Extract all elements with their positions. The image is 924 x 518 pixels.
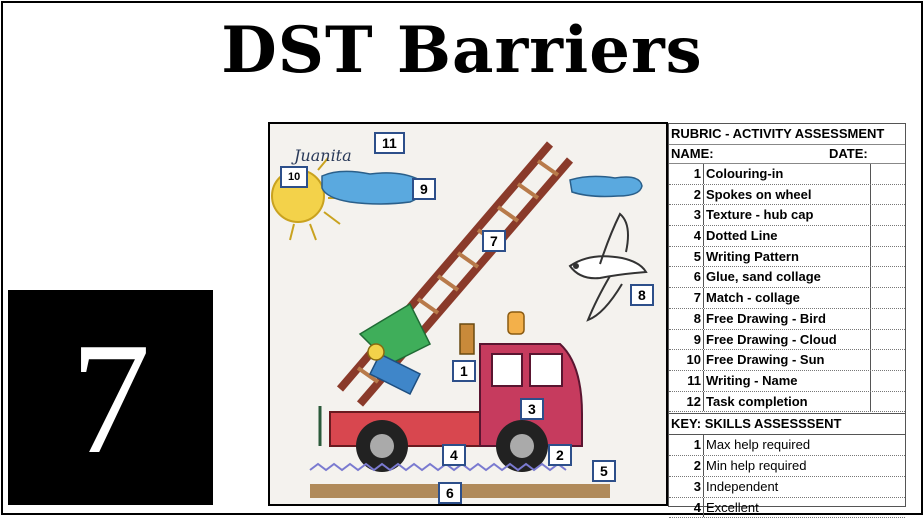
- rubric-row: [669, 371, 905, 392]
- key-row-number: 2: [669, 456, 704, 476]
- rubric-score-cell: [871, 330, 905, 350]
- key-row: [669, 477, 905, 498]
- rubric-score-cell: [871, 164, 905, 184]
- rubric-row-number: 8: [669, 309, 704, 329]
- rubric-row-text: Colouring-in: [704, 164, 871, 184]
- rubric-row: [669, 288, 905, 309]
- key-row: [669, 435, 905, 456]
- label-4: 4: [442, 444, 466, 466]
- rubric-row: [669, 350, 905, 371]
- rubric-score-cell: [871, 371, 905, 391]
- rubric-row: [669, 392, 905, 413]
- name-label: NAME:: [671, 146, 714, 161]
- rubric-row-number: 6: [669, 267, 704, 287]
- label-7: 7: [482, 230, 506, 252]
- rubric-row-number: 7: [669, 288, 704, 308]
- rubric-row-number: 9: [669, 330, 704, 350]
- cloud-right-icon: [570, 176, 642, 196]
- rubric-row-text: Free Drawing - Cloud: [704, 330, 871, 350]
- label-5: 5: [592, 460, 616, 482]
- rubric-row: [669, 185, 905, 206]
- rubric-header: RUBRIC - ACTIVITY ASSESSMENT: [669, 124, 905, 145]
- label-3: 3: [520, 398, 544, 420]
- rubric-row-text: Free Drawing - Sun: [704, 350, 871, 370]
- rubric-score-cell: [871, 267, 905, 287]
- rubric-row-number: 2: [669, 185, 704, 205]
- rubric-row: [669, 267, 905, 288]
- rubric-row: [669, 330, 905, 351]
- truck-body: [320, 312, 582, 446]
- rubric-row: [669, 164, 905, 185]
- rubric-row-text: Match - collage: [704, 288, 871, 308]
- label-6: 6: [438, 482, 462, 504]
- rubric-row-number: 3: [669, 205, 704, 225]
- date-label: DATE:: [829, 146, 868, 161]
- key-row-text: Excellent: [706, 499, 759, 515]
- rubric-row-text: Writing - Name: [704, 371, 871, 391]
- key-row-text: Independent: [706, 478, 779, 494]
- rubric-row-number: 11: [669, 371, 704, 391]
- label-8: 8: [630, 284, 654, 306]
- rubric-score-cell: [871, 350, 905, 370]
- rubric-score-cell: [871, 288, 905, 308]
- rubric-score-cell: [871, 226, 905, 246]
- rubric-row-text: Free Drawing - Bird: [704, 309, 871, 329]
- key-row: [669, 498, 905, 518]
- rubric-row: [669, 309, 905, 330]
- rubric-score-cell: [871, 392, 905, 412]
- rubric-row-number: 5: [669, 247, 704, 267]
- rubric-row: [669, 226, 905, 247]
- key-row-text: Min help required: [706, 458, 807, 474]
- drawing-art: [270, 124, 666, 504]
- key-row-number: 3: [669, 477, 704, 497]
- rubric-row-number: 10: [669, 350, 704, 370]
- key-row: [669, 456, 905, 477]
- rubric-table: [668, 123, 906, 515]
- key-row-number: 1: [669, 435, 704, 455]
- rubric-row-text: Texture - hub cap: [704, 205, 871, 225]
- rubric-row-text: Task completion: [704, 392, 871, 412]
- key-header: KEY: SKILLS ASSESSSENT: [669, 413, 905, 435]
- rubric-score-cell: [871, 309, 905, 329]
- rubric-score-cell: [871, 185, 905, 205]
- label-1: 1: [452, 360, 476, 382]
- rubric-row: [669, 205, 905, 226]
- label-11: 11: [374, 132, 405, 154]
- rubric-row-text: Writing Pattern: [704, 247, 871, 267]
- slide-number: 7: [70, 308, 151, 487]
- label-10: 10: [280, 166, 308, 188]
- label-2: 2: [548, 444, 572, 466]
- rubric-row-number: 4: [669, 226, 704, 246]
- rubric-row-number: 12: [669, 392, 704, 412]
- rubric-row-number: 1: [669, 164, 704, 184]
- fire-truck-drawing: [268, 122, 668, 506]
- rubric-score-cell: [871, 247, 905, 267]
- key-row-text: Max help required: [706, 437, 811, 453]
- rubric-row: [669, 247, 905, 268]
- key-row-number: 4: [669, 498, 704, 518]
- rubric-score-cell: [871, 205, 905, 225]
- signature: Juanita: [294, 146, 352, 165]
- slide-title: DST Barriers: [221, 13, 703, 88]
- rubric-row-text: Dotted Line: [704, 226, 871, 246]
- label-9: 9: [412, 178, 436, 200]
- rubric-row-text: Glue, sand collage: [704, 267, 871, 287]
- slide-number-box: [8, 290, 213, 505]
- name-date-row: [669, 145, 905, 164]
- cloud-left-icon: [322, 171, 423, 204]
- rubric-row-text: Spokes on wheel: [704, 185, 871, 205]
